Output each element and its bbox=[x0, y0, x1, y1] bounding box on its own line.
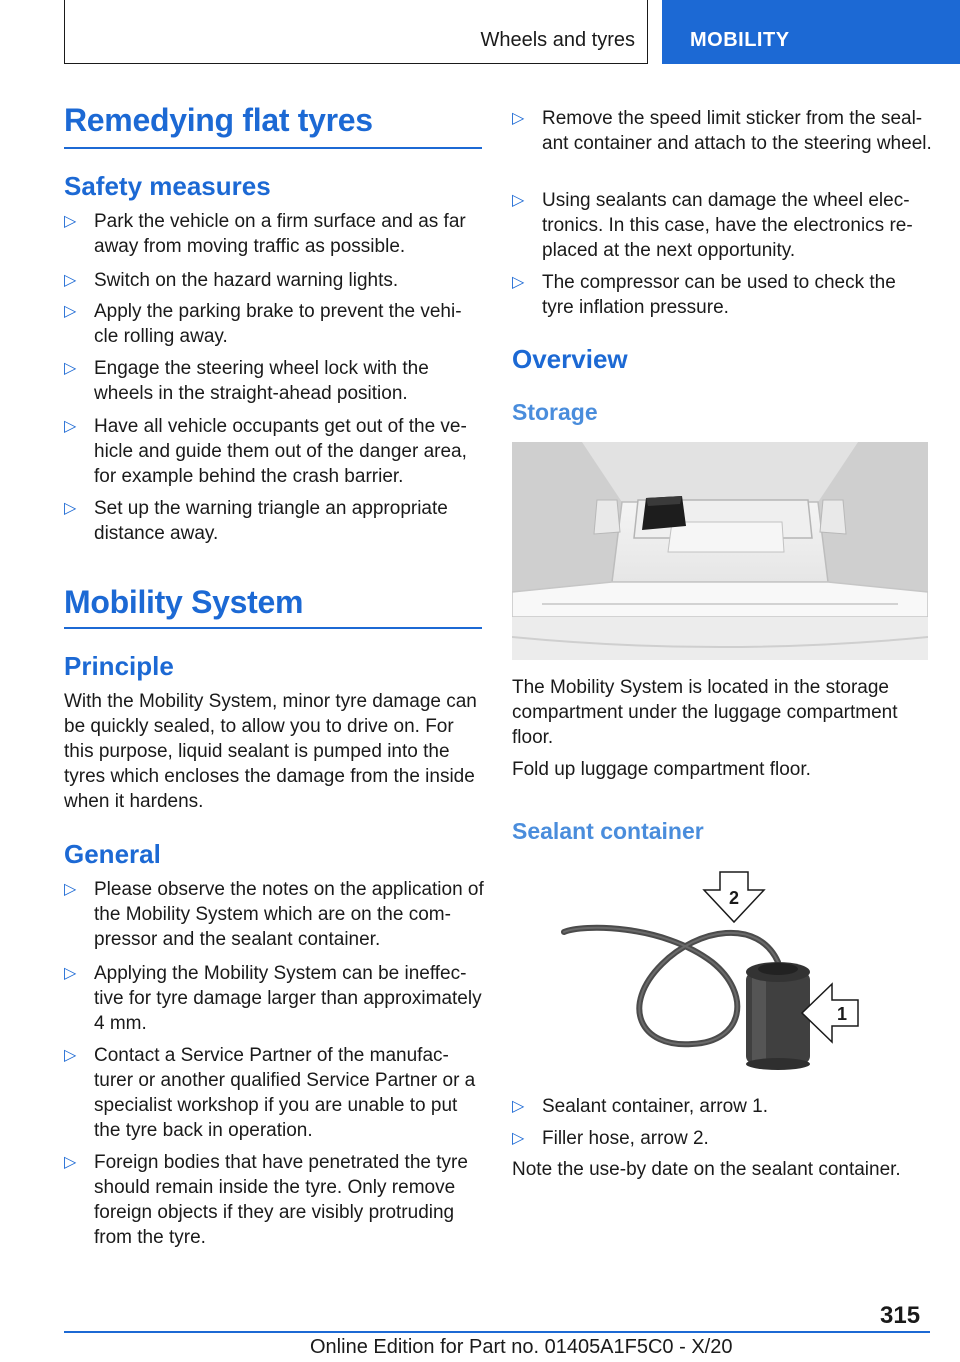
sealant-container-illustration bbox=[512, 866, 928, 1072]
arrow-2-label: 2 bbox=[728, 888, 740, 908]
bullet-triangle-icon: ▷ bbox=[512, 192, 525, 209]
header-chapter-tab bbox=[662, 0, 960, 64]
list-item: ▷ Remove the speed limit sticker from the seal-ant container and attach to the steering wheel. bbox=[512, 108, 932, 154]
list-item: ▷ Using sealants can damage the wheel elec-tronics. In this case, have the electronics re-placed at the next opportunity. bbox=[512, 190, 913, 261]
header-section-title: Wheels and tyres bbox=[480, 29, 635, 51]
overview-heading: Overview bbox=[512, 344, 628, 374]
bullet-triangle-icon: ▷ bbox=[64, 418, 77, 435]
list-item: ▷ Apply the parking brake to prevent the vehi-cle rolling away. bbox=[64, 301, 462, 347]
bullet-triangle-icon: ▷ bbox=[512, 1130, 525, 1147]
list-item: ▷ Applying the Mobility System can be ineffec-tive for tyre damage larger than approximately 4 mm. bbox=[64, 963, 482, 1034]
list-item: ▷ Set up the warning triangle an appropriate distance away. bbox=[64, 498, 448, 544]
header-section-box bbox=[64, 0, 648, 64]
list-item: ▷ Contact a Service Partner of the manufac-turer or another qualified Service Partner or a specialist workshop if you are unable to put the tyre back in operation. bbox=[64, 1045, 476, 1141]
list-item: ▷ The compressor can be used to check the tyre inflation pressure. bbox=[512, 272, 896, 318]
bullet-triangle-icon: ▷ bbox=[64, 965, 77, 982]
safety-heading: Safety measures bbox=[64, 171, 271, 201]
bullet-triangle-icon: ▷ bbox=[512, 110, 525, 127]
bullet-triangle-icon: ▷ bbox=[64, 881, 77, 898]
storage-heading: Storage bbox=[512, 399, 598, 425]
general-heading: General bbox=[64, 839, 161, 869]
arrow-1-label: 1 bbox=[836, 1004, 848, 1024]
storage-text: The Mobility System is located in the storage compartment under the luggage compartment floor. bbox=[512, 677, 898, 748]
bullet-triangle-icon: ▷ bbox=[64, 1047, 77, 1064]
bullet-triangle-icon: ▷ bbox=[512, 1098, 525, 1115]
sealant-note: Note the use-by date on the sealant container. bbox=[512, 1159, 901, 1180]
list-item: ▷ Have all vehicle occupants get out of the ve-hicle and guide them out of the danger area, for example behind the crash barrier. bbox=[64, 416, 467, 487]
storage-compartment-illustration bbox=[512, 442, 928, 660]
page-title: Remedying flat tyres bbox=[64, 102, 373, 138]
principle-heading: Principle bbox=[64, 651, 174, 681]
principle-text: With the Mobility System, minor tyre damage can be quickly sealed, to allow you to drive on. For this purpose, liquid sealant is pumped into the tyres which encloses the damage from the inside when it hardens. bbox=[64, 691, 477, 812]
bullet-triangle-icon: ▷ bbox=[64, 272, 77, 289]
title-rule bbox=[64, 147, 482, 149]
page-number: 315 bbox=[880, 1302, 921, 1329]
sealant-container-image bbox=[512, 866, 928, 1072]
bullet-triangle-icon: ▷ bbox=[512, 274, 525, 291]
storage-compartment-image bbox=[512, 442, 928, 660]
list-item: ▷ Filler hose, arrow 2. bbox=[512, 1128, 709, 1149]
list-item: ▷ Sealant container, arrow 1. bbox=[512, 1096, 769, 1117]
footer-rule bbox=[64, 1331, 930, 1333]
storage-instruction: Fold up luggage compartment floor. bbox=[512, 759, 811, 780]
list-item: ▷ Please observe the notes on the application of the Mobility System which are on the com-pressor and the sealant container. bbox=[64, 879, 484, 950]
bullet-triangle-icon: ▷ bbox=[64, 213, 77, 230]
sealant-heading: Sealant container bbox=[512, 818, 704, 844]
bullet-triangle-icon: ▷ bbox=[64, 303, 77, 320]
bullet-triangle-icon: ▷ bbox=[64, 1154, 77, 1171]
mobility-rule bbox=[64, 627, 482, 629]
list-item: ▷ Foreign bodies that have penetrated the tyre should remain inside the tyre. Only remove foreign objects if they are visibly protruding from the tyre. bbox=[64, 1152, 468, 1248]
list-item: ▷ Switch on the hazard warning lights. bbox=[64, 270, 399, 291]
bullet-triangle-icon: ▷ bbox=[64, 360, 77, 377]
header-chapter-label: MOBILITY bbox=[690, 29, 790, 51]
list-item: ▷ Park the vehicle on a firm surface and as far away from moving traffic as possible. bbox=[64, 211, 466, 257]
list-item: ▷ Engage the steering wheel lock with the wheels in the straight-ahead position. bbox=[64, 358, 429, 404]
bullet-triangle-icon: ▷ bbox=[64, 500, 77, 517]
mobility-system-title: Mobility System bbox=[64, 584, 304, 620]
footer-edition: Online Edition for Part no. 01405A1F5C0 - X/20 bbox=[310, 1336, 733, 1358]
